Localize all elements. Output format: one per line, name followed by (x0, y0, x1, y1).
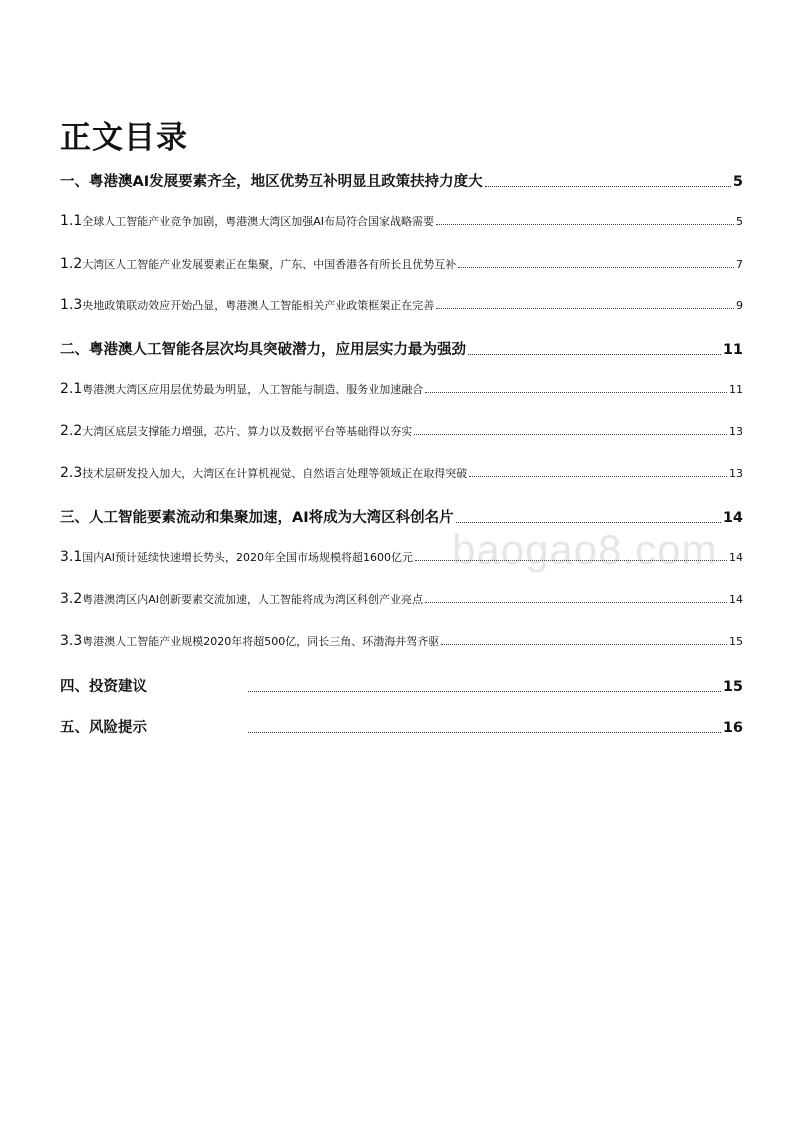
section-number: 3.1 (60, 549, 83, 565)
toc-entry-title: 技术层研发投入加大，大湾区在计算机视觉、自然语言处理等领域正在取得突破 (82, 467, 468, 480)
toc-page-number: 9 (736, 299, 743, 312)
toc-entry[interactable] (60, 423, 743, 439)
toc-entry-title: 五、风险提示 (60, 720, 147, 736)
toc-page-number: 14 (729, 551, 743, 564)
toc-entry[interactable] (60, 338, 743, 359)
dot-leader (458, 267, 734, 268)
section-number: 3.3 (60, 633, 83, 649)
section-number: 1.1 (60, 213, 83, 229)
toc-entry[interactable] (60, 465, 743, 481)
toc-page-number: 13 (729, 425, 743, 438)
dot-leader (485, 186, 731, 187)
toc-entry-title: 二、粤港澳人工智能各层次均具突破潜力，应用层实力最为强劲 (60, 342, 466, 358)
toc-entry[interactable] (60, 170, 743, 191)
dot-leader (436, 224, 734, 225)
toc-entry[interactable] (60, 213, 743, 229)
toc-page-number: 11 (729, 383, 743, 396)
toc-entry-title: 四、投资建议 (60, 679, 147, 695)
toc-entry-title: 一、粤港澳AI发展要素齐全，地区优势互补明显且政策扶持力度大 (60, 174, 483, 190)
section-number: 1.2 (60, 256, 83, 272)
toc-page-number: 15 (729, 635, 743, 648)
toc-page-number: 14 (729, 593, 743, 606)
toc-entry[interactable] (60, 716, 743, 737)
toc-page-number: 5 (732, 174, 743, 190)
toc-page-number: 7 (736, 258, 743, 271)
dot-leader (415, 560, 727, 561)
toc-entry[interactable] (60, 297, 743, 313)
dot-leader (425, 602, 727, 603)
toc-entry[interactable] (60, 591, 743, 607)
toc-entry-title: 全球人工智能产业竞争加剧，粤港澳大湾区加强AI布局符合国家战略需要 (82, 215, 435, 228)
toc-page-number: 14 (722, 510, 743, 526)
dot-leader (248, 732, 721, 733)
section-number: 2.1 (60, 381, 83, 397)
section-number: 2.3 (60, 465, 83, 481)
toc-entry-title: 粤港澳人工智能产业规模2020年将超500亿，同长三角、环渤海并驾齐驱 (82, 635, 440, 648)
dot-leader (436, 308, 734, 309)
section-number: 3.2 (60, 591, 83, 607)
dot-leader (425, 392, 727, 393)
toc-entry-title: 粤港澳大湾区应用层优势最为明显，人工智能与制造、服务业加速融合 (82, 383, 424, 396)
dot-leader (469, 476, 727, 477)
dot-leader (248, 691, 721, 692)
toc-page-number: 13 (729, 467, 743, 480)
toc-page-number: 15 (722, 679, 743, 695)
section-number: 1.3 (60, 297, 83, 313)
page-title: 正文目录 (60, 120, 188, 156)
dot-leader (468, 354, 721, 355)
toc-entry[interactable] (60, 633, 743, 649)
toc-entry[interactable] (60, 549, 743, 565)
toc-entry[interactable] (60, 381, 743, 397)
toc-entry-title: 大湾区人工智能产业发展要素正在集聚，广东、中国香港各有所长且优势互补 (82, 258, 457, 271)
toc-entry[interactable] (60, 256, 743, 272)
toc-page-number: 11 (722, 342, 743, 358)
watermark: baogao8.com (452, 526, 718, 573)
dot-leader (441, 644, 727, 645)
toc-entry-title: 央地政策联动效应开始凸显，粤港澳人工智能相关产业政策框架正在完善 (82, 299, 435, 312)
toc-page-number: 5 (736, 215, 743, 228)
toc-page-number: 16 (722, 720, 743, 736)
section-number: 2.2 (60, 423, 83, 439)
toc-entry[interactable] (60, 506, 743, 527)
dot-leader (456, 522, 721, 523)
toc-entry-title: 大湾区底层支撑能力增强，芯片、算力以及数据平台等基础得以夯实 (82, 425, 413, 438)
dot-leader (414, 434, 727, 435)
toc-entry-title: 粤港澳湾区内AI创新要素交流加速，人工智能将成为湾区科创产业亮点 (82, 593, 424, 606)
toc-entry-title: 国内AI预计延续快速增长势头，2020年全国市场规模将超1600亿元 (82, 551, 414, 564)
toc-entry-title: 三、人工智能要素流动和集聚加速，AI将成为大湾区科创名片 (60, 510, 454, 526)
toc-entry[interactable] (60, 675, 743, 696)
